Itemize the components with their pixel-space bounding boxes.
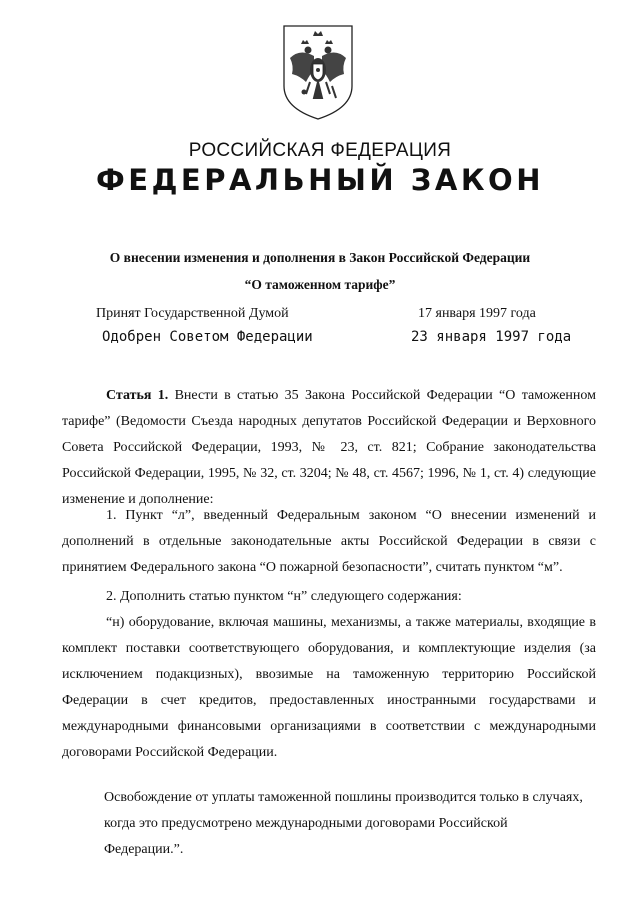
adopted-by-duma-label: Принят Государственной Думой [96, 306, 289, 321]
adopted-date: 17 января 1997 года [418, 306, 536, 321]
article-1-paragraph [62, 383, 596, 513]
country-heading: РОССИЙСКАЯ ФЕДЕРАЦИЯ [188, 140, 452, 161]
article-1-text: Внести в статью 35 Закона Российской Федерации “О таможенном тарифе” (Ведомости Съезда народных депутатов Российской Федерации и Верховного Совета Российской Федерации, 1993, № 23, ст. 821; Собрание законодательства Российской Федерации, 1995, № 32, ст. 3204; № 48, ст. 4567; 1996, № 1, ст. 4) следующие изменение и дополнение: [62, 388, 596, 507]
law-title-line2: “О таможенном тарифе” [244, 277, 396, 292]
exemption-paragraph: Освобождение от уплаты таможенной пошлины производится только в случаях, когда это предусмотрено международными договорами Российской Федерации.”. [104, 790, 583, 857]
approved-by-council-label: Одобрен Советом Федерации [102, 329, 313, 345]
russian-coat-of-arms-icon [280, 22, 356, 122]
law-type-heading: ФЕДЕРАЛЬНЫЙ ЗАКОН [96, 163, 544, 197]
item-1-paragraph: 1. Пункт “л”, введенный Федеральным законом “О внесении изменений и дополнений в отдельные законодательные акты Российской Федерации в связи с принятием Федерального закона “О пожарной безопасности”, считать пунктом “м”. [62, 508, 596, 575]
item-2-paragraph: 2. Дополнить статью пунктом “н” следующего содержания: [106, 589, 462, 604]
approved-date: 23 января 1997 года [411, 329, 572, 345]
law-title-line1: О внесении изменения и дополнения в Закон Российской Федерации [109, 250, 531, 265]
item-n-paragraph: “н) оборудование, включая машины, механизмы, а также материалы, входящие в комплект поставки соответствующего оборудования, и комплектующие изделия (за исключением подакцизных), ввозимые на таможенную территорию Российской Федерации в счет кредитов, предоставленных иностранными государствами и международными финансовыми организациями в соответствии с международными договорами Российской Федерации. [62, 615, 596, 760]
article-1-label: Статья 1. [106, 388, 169, 403]
